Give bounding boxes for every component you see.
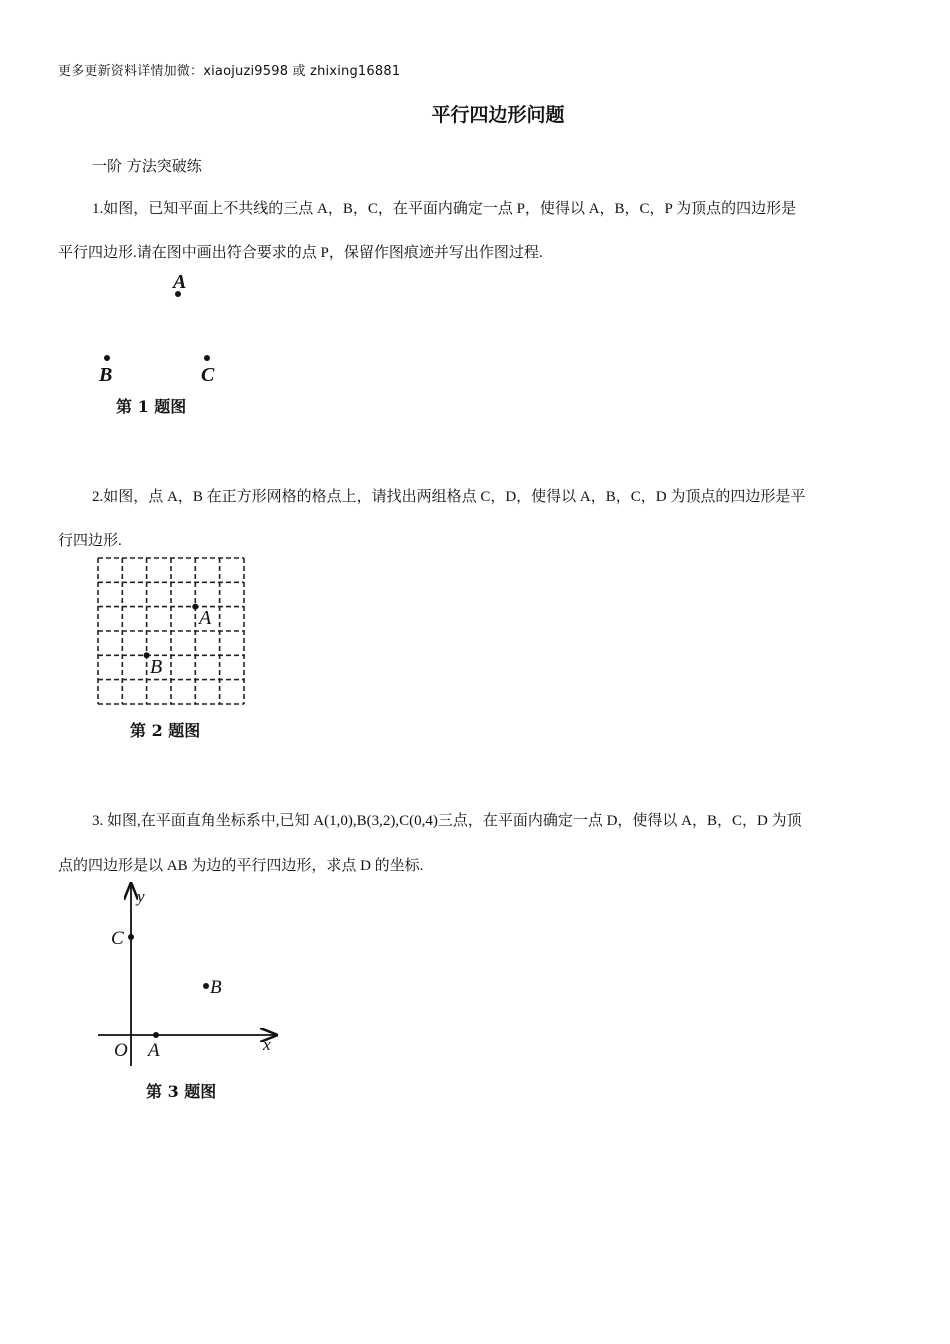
point-b-label: B [99,364,113,386]
figure-1-caption: 第 1 题图 [116,397,187,416]
grid-point-b-label: B [150,656,163,678]
problem-1-figure [90,268,240,388]
problem-3-coordinate-figure [90,878,290,1073]
problem-1-line-2: 平行四边形.请在图中画出符合要求的点 P，保留作图痕迹并写出作图过程. [58,245,543,261]
problem-2-line-2: 行四边形. [58,533,122,549]
point-c-label: C [111,928,124,949]
point-a-dot [153,1032,159,1038]
section-heading: 一阶 方法突破练 [92,157,202,175]
grid-point-a-dot [192,604,198,610]
problem-2-line-1: 2.如图，点 A，B 在正方形网格的格点上，请找出两组格点 C，D，使得以 A，B，C，D 为顶点的四边形是平 [92,489,806,505]
grid-point-b-dot [144,652,150,658]
point-b-label: B [210,977,222,998]
header-note: 更多更新资料详情加微：xiaojuzi9598 或 zhixing16881 [58,64,401,79]
problem-1-line-1: 1.如图，已知平面上不共线的三点 A，B，C，在平面内确定一点 P，使得以 A，B，C，P 为顶点的四边形是 [92,201,797,217]
problem-2-grid-figure [90,552,260,712]
point-a-label: A [148,1040,160,1061]
point-b-dot [104,355,110,361]
point-a-label: A [173,271,187,293]
y-axis-label: y [137,887,145,906]
grid-point-a-label: A [199,607,212,629]
problem-3-line-2: 点的四边形是以 AB 为边的平行四边形，求点 D 的坐标. [58,858,424,874]
figure-3-caption: 第 3 题图 [146,1082,217,1101]
point-c-label: C [201,364,215,386]
figure-2-caption: 第 2 题图 [130,721,201,740]
point-b-dot [203,983,209,989]
problem-3-line-1: 3. 如图,在平面直角坐标系中,已知 A(1,0),B(3,2),C(0,4)三点，在平面内确定一点 D，使得以 A，B，C，D 为顶 [92,813,802,829]
point-c-dot [128,934,134,940]
x-axis-label: x [263,1035,271,1054]
dashed-grid [98,558,244,704]
page-title: 平行四边形问题 [431,104,565,126]
origin-label: O [114,1040,128,1061]
point-c-dot [204,355,210,361]
